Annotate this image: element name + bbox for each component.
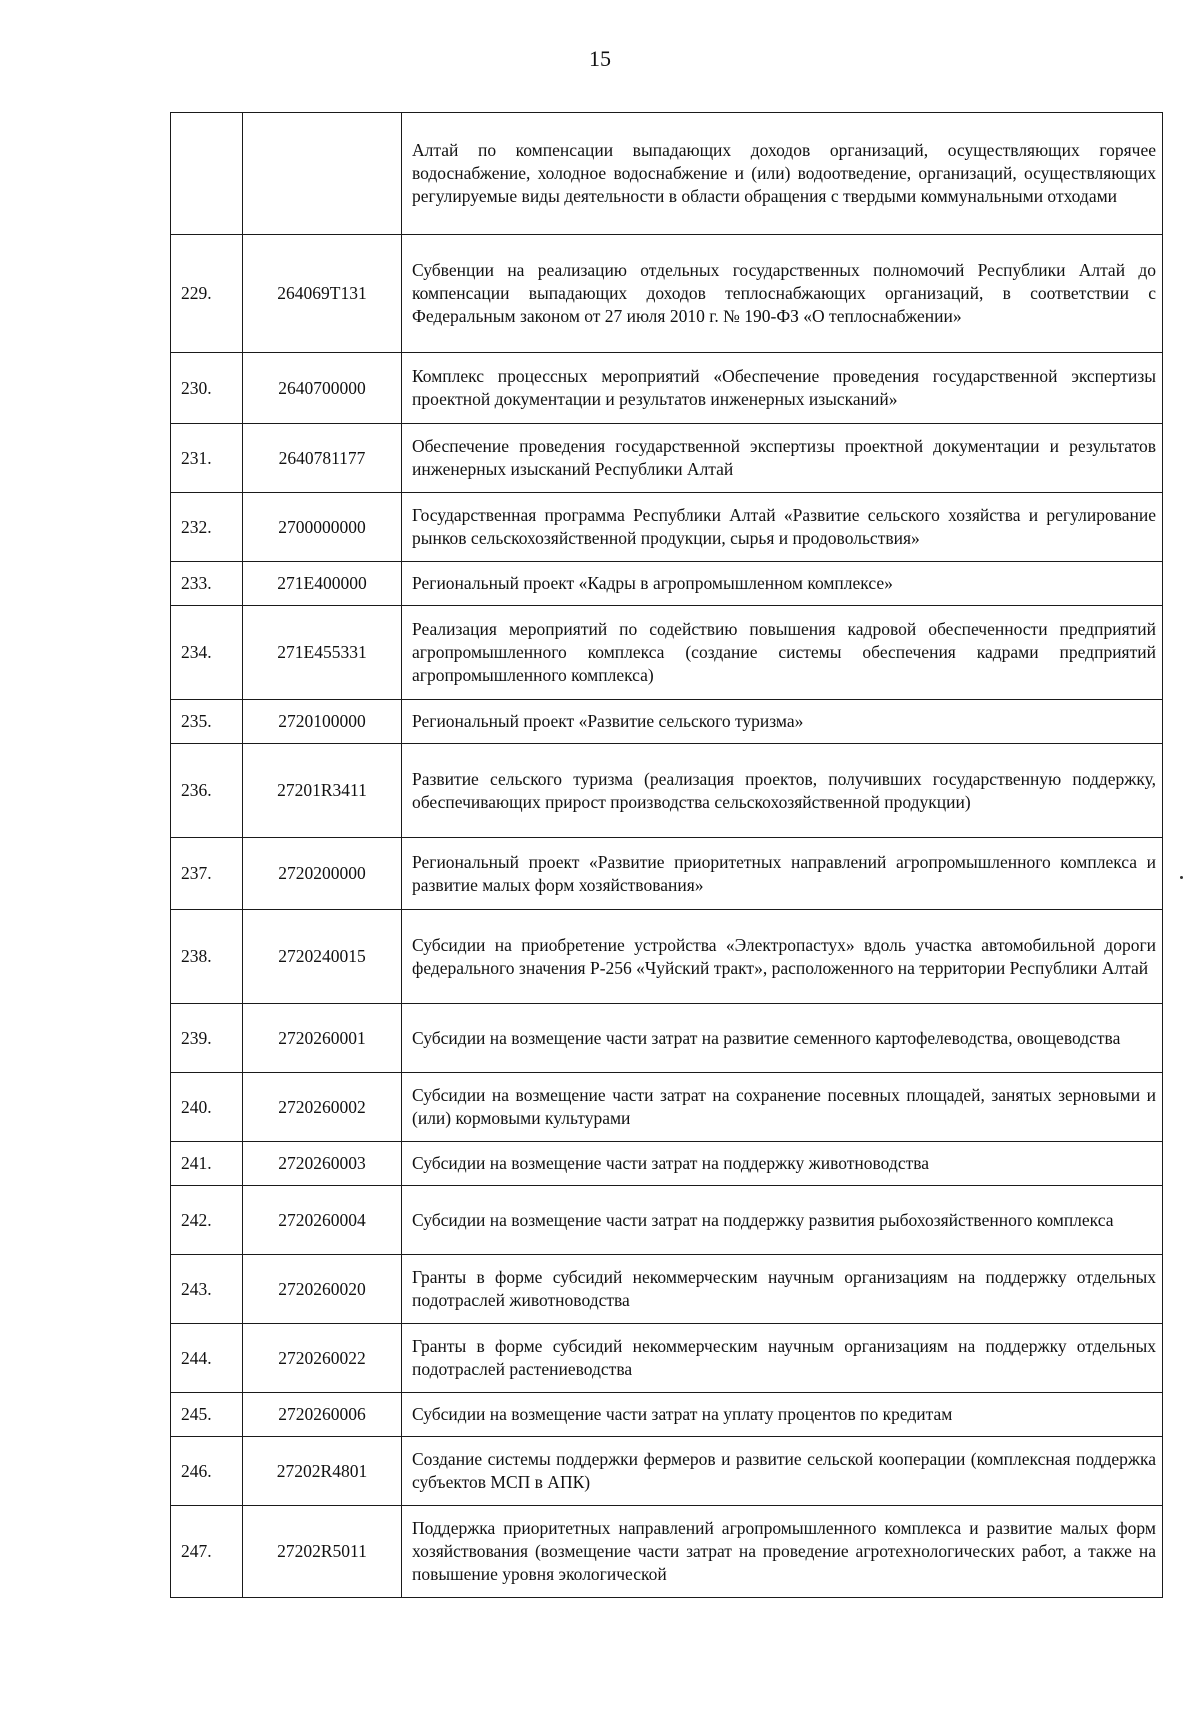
row-number: 245.: [171, 1393, 243, 1437]
table-row: [171, 1393, 1163, 1437]
table-row: [171, 493, 1163, 562]
row-description: Обеспечение проведения государственной экспертизы проектной документации и результатов инженерных изысканий Республики Алтай: [402, 424, 1163, 493]
row-number: 236.: [171, 744, 243, 838]
table-row: [171, 1186, 1163, 1255]
row-code: 271Е455331: [243, 606, 402, 700]
row-description: Субсидии на приобретение устройства «Электропастух» вдоль участка автомобильной дороги федерального значения Р-256 «Чуйский тракт», расположенного на территории Республики Алтай: [402, 910, 1163, 1004]
row-code: 2720260001: [243, 1004, 402, 1073]
row-code: 2720260003: [243, 1142, 402, 1186]
row-code: [243, 113, 402, 235]
row-description: Комплекс процессных мероприятий «Обеспечение проведения государственной экспертизы проектной документации и результатов инженерных изысканий»: [402, 353, 1163, 424]
row-description: Субсидии на возмещение части затрат на уплату процентов по кредитам: [402, 1393, 1163, 1437]
table-row: [171, 1255, 1163, 1324]
row-description: Реализация мероприятий по содействию повышения кадровой обеспеченности предприятий агропромышленного комплекса (создание системы обеспечения кадрами предприятий агропромышленного комплекса): [402, 606, 1163, 700]
row-number: 239.: [171, 1004, 243, 1073]
table-row: [171, 1004, 1163, 1073]
table-row: [171, 562, 1163, 606]
row-code: 2720200000: [243, 838, 402, 910]
row-number: 233.: [171, 562, 243, 606]
row-number: 244.: [171, 1324, 243, 1393]
table-row: [171, 113, 1163, 235]
row-number: 230.: [171, 353, 243, 424]
row-number: 242.: [171, 1186, 243, 1255]
row-number: 232.: [171, 493, 243, 562]
row-code: 2720260006: [243, 1393, 402, 1437]
row-code: 2720260020: [243, 1255, 402, 1324]
row-number: 246.: [171, 1437, 243, 1506]
row-code: 2640781177: [243, 424, 402, 493]
row-code: 2700000000: [243, 493, 402, 562]
row-description: Субсидии на возмещение части затрат на сохранение посевных площадей, занятых зерновыми и (или) кормовыми культурами: [402, 1073, 1163, 1142]
table-row: [171, 235, 1163, 353]
row-number: 231.: [171, 424, 243, 493]
table-row: [171, 1142, 1163, 1186]
row-description: Субсидии на возмещение части затрат на поддержку развития рыбохозяйственного комплекса: [402, 1186, 1163, 1255]
table-row: [171, 1324, 1163, 1393]
table-row: [171, 910, 1163, 1004]
row-number: 229.: [171, 235, 243, 353]
budget-classification-table: [170, 112, 1163, 1598]
row-description: Гранты в форме субсидий некоммерческим научным организациям на поддержку отдельных подотраслей животноводства: [402, 1255, 1163, 1324]
page-number: 15: [589, 46, 611, 71]
row-code: 2720240015: [243, 910, 402, 1004]
row-code: 27201R3411: [243, 744, 402, 838]
row-code: 264069Т131: [243, 235, 402, 353]
table-row: [171, 744, 1163, 838]
table-row: [171, 700, 1163, 744]
row-description: Поддержка приоритетных направлений агропромышленного комплекса и развитие малых форм хозяйствования (возмещение части затрат на проведение агротехнологических работ, а также на повышение уровня экологической: [402, 1506, 1163, 1598]
row-code: 2720260004: [243, 1186, 402, 1255]
row-description: Региональный проект «Развитие сельского туризма»: [402, 700, 1163, 744]
table-row: [171, 1506, 1163, 1598]
row-description: Государственная программа Республики Алтай «Развитие сельского хозяйства и регулирование рынков сельскохозяйственной продукции, сырья и продовольствия»: [402, 493, 1163, 562]
row-number: 238.: [171, 910, 243, 1004]
row-number: 240.: [171, 1073, 243, 1142]
scan-speck: [1180, 876, 1183, 879]
table-row: [171, 424, 1163, 493]
row-number: 237.: [171, 838, 243, 910]
row-number: [171, 113, 243, 235]
table-row: [171, 606, 1163, 700]
row-code: 2720260022: [243, 1324, 402, 1393]
row-number: 247.: [171, 1506, 243, 1598]
row-code: 2720100000: [243, 700, 402, 744]
row-description: Субвенции на реализацию отдельных государственных полномочий Республики Алтай до компенсации выпадающих доходов теплоснабжающих организаций, в соответствии с Федеральным законом от 27 июля 2010 г. № 190-ФЗ «О теплоснабжении»: [402, 235, 1163, 353]
row-description: Создание системы поддержки фермеров и развитие сельской кооперации (комплексная поддержка субъектов МСП в АПК): [402, 1437, 1163, 1506]
row-description: Региональный проект «Развитие приоритетных направлений агропромышленного комплекса и развитие малых форм хозяйствования»: [402, 838, 1163, 910]
row-code: 27202R4801: [243, 1437, 402, 1506]
row-description: Развитие сельского туризма (реализация проектов, получивших государственную поддержку, обеспечивающих прирост производства сельскохозяйственной продукции): [402, 744, 1163, 838]
row-number: 243.: [171, 1255, 243, 1324]
row-code: 271Е400000: [243, 562, 402, 606]
row-description: Субсидии на возмещение части затрат на поддержку животноводства: [402, 1142, 1163, 1186]
row-description: Субсидии на возмещение части затрат на развитие семенного картофелеводства, овощеводства: [402, 1004, 1163, 1073]
table-row: [171, 353, 1163, 424]
row-description: Гранты в форме субсидий некоммерческим научным организациям на поддержку отдельных подотраслей растениеводства: [402, 1324, 1163, 1393]
table-row: [171, 1437, 1163, 1506]
row-description: Алтай по компенсации выпадающих доходов организаций, осуществляющих горячее водоснабжение, холодное водоснабжение и (или) водоотведение, организаций, осуществляющих регулируемые виды деятельности в области обращения с твердыми коммунальными отходами: [402, 113, 1163, 235]
table-row: [171, 838, 1163, 910]
row-description: Региональный проект «Кадры в агропромышленном комплексе»: [402, 562, 1163, 606]
row-code: 2640700000: [243, 353, 402, 424]
row-number: 234.: [171, 606, 243, 700]
row-code: 2720260002: [243, 1073, 402, 1142]
row-number: 235.: [171, 700, 243, 744]
row-number: 241.: [171, 1142, 243, 1186]
table-row: [171, 1073, 1163, 1142]
row-code: 27202R5011: [243, 1506, 402, 1598]
